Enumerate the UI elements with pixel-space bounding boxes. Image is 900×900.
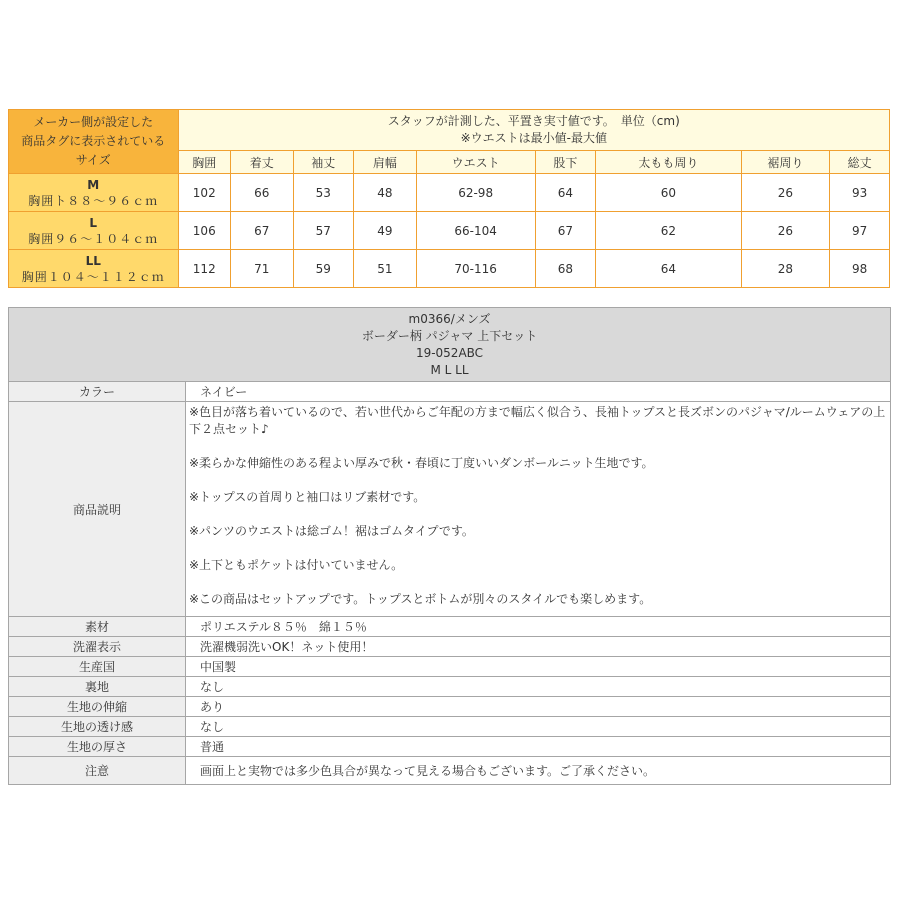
table-cell: 48 xyxy=(354,174,417,212)
description-paragraph: ※トップスの首周りと袖口はリブ素材です。 xyxy=(189,490,426,504)
column-header: 股下 xyxy=(535,151,596,174)
size-chest-range: 胸囲ト８８～９６ｃｍ xyxy=(28,193,159,208)
row-value: なし xyxy=(186,677,891,697)
row-value: あり xyxy=(186,697,891,717)
table-cell: 97 xyxy=(830,212,890,250)
table-cell: 93 xyxy=(830,174,890,212)
table-row xyxy=(9,382,891,402)
size-name: M xyxy=(87,177,100,192)
table-cell: 26 xyxy=(741,212,830,250)
waist-note: ※ウエストは最小値-最大値 xyxy=(460,131,607,145)
row-value: 普通 xyxy=(186,737,891,757)
row-value: 中国製 xyxy=(186,657,891,677)
table-cell: 49 xyxy=(354,212,417,250)
size-name: LL xyxy=(85,253,101,268)
table-row xyxy=(9,657,891,677)
size-table xyxy=(8,109,890,288)
column-header: 着丈 xyxy=(230,151,293,174)
table-row xyxy=(9,212,890,250)
row-label: 素材 xyxy=(9,617,186,637)
table-cell: 70-116 xyxy=(416,250,535,288)
row-label: 生地の透け感 xyxy=(9,717,186,737)
table-cell: 67 xyxy=(535,212,596,250)
row-label: 生産国 xyxy=(9,657,186,677)
table-row xyxy=(9,717,891,737)
table-row xyxy=(9,174,890,212)
description-paragraph: ※パンツのウエストは総ゴム！裾はゴムタイプです。 xyxy=(189,524,474,538)
column-header: 裾周り xyxy=(741,151,830,174)
table-row xyxy=(9,402,891,617)
table-row xyxy=(9,677,891,697)
description-paragraph: ※この商品はセットアップです。トップスとボトムが別々のスタイルでも楽しめます。 xyxy=(189,592,652,606)
product-sizes: M L LL xyxy=(430,363,469,377)
measurement-header xyxy=(178,110,889,151)
product-name: ボーダー柄 パジャマ 上下セット xyxy=(361,329,538,343)
table-cell: 106 xyxy=(178,212,230,250)
table-cell: 53 xyxy=(293,174,354,212)
description-paragraph: ※上下ともポケットは付いていません。 xyxy=(189,558,404,572)
description-paragraph: ※色目が落ち着いているので、若い世代からご年配の方まで幅広く似合う、長袖トップスと長ズボンのパジャマ/ルームウェアの上下２点セット♪ xyxy=(189,405,886,436)
row-value: なし xyxy=(186,717,891,737)
table-cell: 102 xyxy=(178,174,230,212)
size-name: L xyxy=(89,215,98,230)
product-title-block xyxy=(9,308,891,382)
table-row xyxy=(9,250,890,288)
size-tag-header-line: 商品タグに表示されている xyxy=(21,134,166,148)
column-header: 胸囲 xyxy=(178,151,230,174)
product-number: 19-052ABC xyxy=(415,346,484,360)
row-label: 商品説明 xyxy=(9,402,186,617)
table-cell: 51 xyxy=(354,250,417,288)
row-label: 洗濯表示 xyxy=(9,637,186,657)
size-label-cell xyxy=(9,174,179,212)
size-chest-range: 胸囲９６～１０４ｃｍ xyxy=(28,231,159,246)
row-label: 裏地 xyxy=(9,677,186,697)
table-cell: 60 xyxy=(596,174,741,212)
table-cell: 62 xyxy=(596,212,741,250)
table-cell: 57 xyxy=(293,212,354,250)
table-cell: 66-104 xyxy=(416,212,535,250)
table-row xyxy=(9,637,891,657)
column-header: 袖丈 xyxy=(293,151,354,174)
column-header: ウエスト xyxy=(416,151,535,174)
table-cell: 66 xyxy=(230,174,293,212)
table-row xyxy=(9,737,891,757)
size-tag-header-line: メーカー側が設定した xyxy=(33,115,154,129)
size-tag-header-line: サイズ xyxy=(75,153,111,167)
table-cell: 26 xyxy=(741,174,830,212)
table-cell: 28 xyxy=(741,250,830,288)
table-row xyxy=(9,697,891,717)
table-cell: 98 xyxy=(830,250,890,288)
product-code: m0366/メンズ xyxy=(408,312,491,326)
column-header: 肩幅 xyxy=(354,151,417,174)
table-cell: 59 xyxy=(293,250,354,288)
size-label-cell xyxy=(9,212,179,250)
column-header: 太もも周り xyxy=(596,151,741,174)
table-cell: 68 xyxy=(535,250,596,288)
table-cell: 64 xyxy=(535,174,596,212)
row-label: 生地の伸縮 xyxy=(9,697,186,717)
description-paragraph: ※柔らかな伸縮性のある程よい厚みで秋・春頃に丁度いいダンボールニット生地です。 xyxy=(189,456,654,470)
row-value: ポリエステル８５％ 綿１５％ xyxy=(186,617,891,637)
table-cell: 62-98 xyxy=(416,174,535,212)
table-row xyxy=(9,617,891,637)
row-label: カラー xyxy=(9,382,186,402)
row-label: 生地の厚さ xyxy=(9,737,186,757)
size-label-cell xyxy=(9,250,179,288)
table-cell: 67 xyxy=(230,212,293,250)
product-info-table xyxy=(8,307,891,785)
table-cell: 112 xyxy=(178,250,230,288)
size-chest-range: 胸囲１０４～１１２ｃｍ xyxy=(21,269,165,284)
table-cell: 71 xyxy=(230,250,293,288)
row-value: 洗濯機弱洗いOK！ネット使用！ xyxy=(186,637,891,657)
size-tag-header xyxy=(9,110,179,174)
table-row xyxy=(9,757,891,785)
product-description xyxy=(186,402,891,617)
measurement-note: スタッフが計測した、平置き実寸値です。 単位（cm) xyxy=(387,114,680,128)
table-cell: 64 xyxy=(596,250,741,288)
row-value: 画面上と実物では多少色具合が異なって見える場合もございます。ご了承ください。 xyxy=(186,757,891,785)
column-header: 総丈 xyxy=(830,151,890,174)
row-value: ネイビー xyxy=(186,382,891,402)
row-label: 注意 xyxy=(9,757,186,785)
